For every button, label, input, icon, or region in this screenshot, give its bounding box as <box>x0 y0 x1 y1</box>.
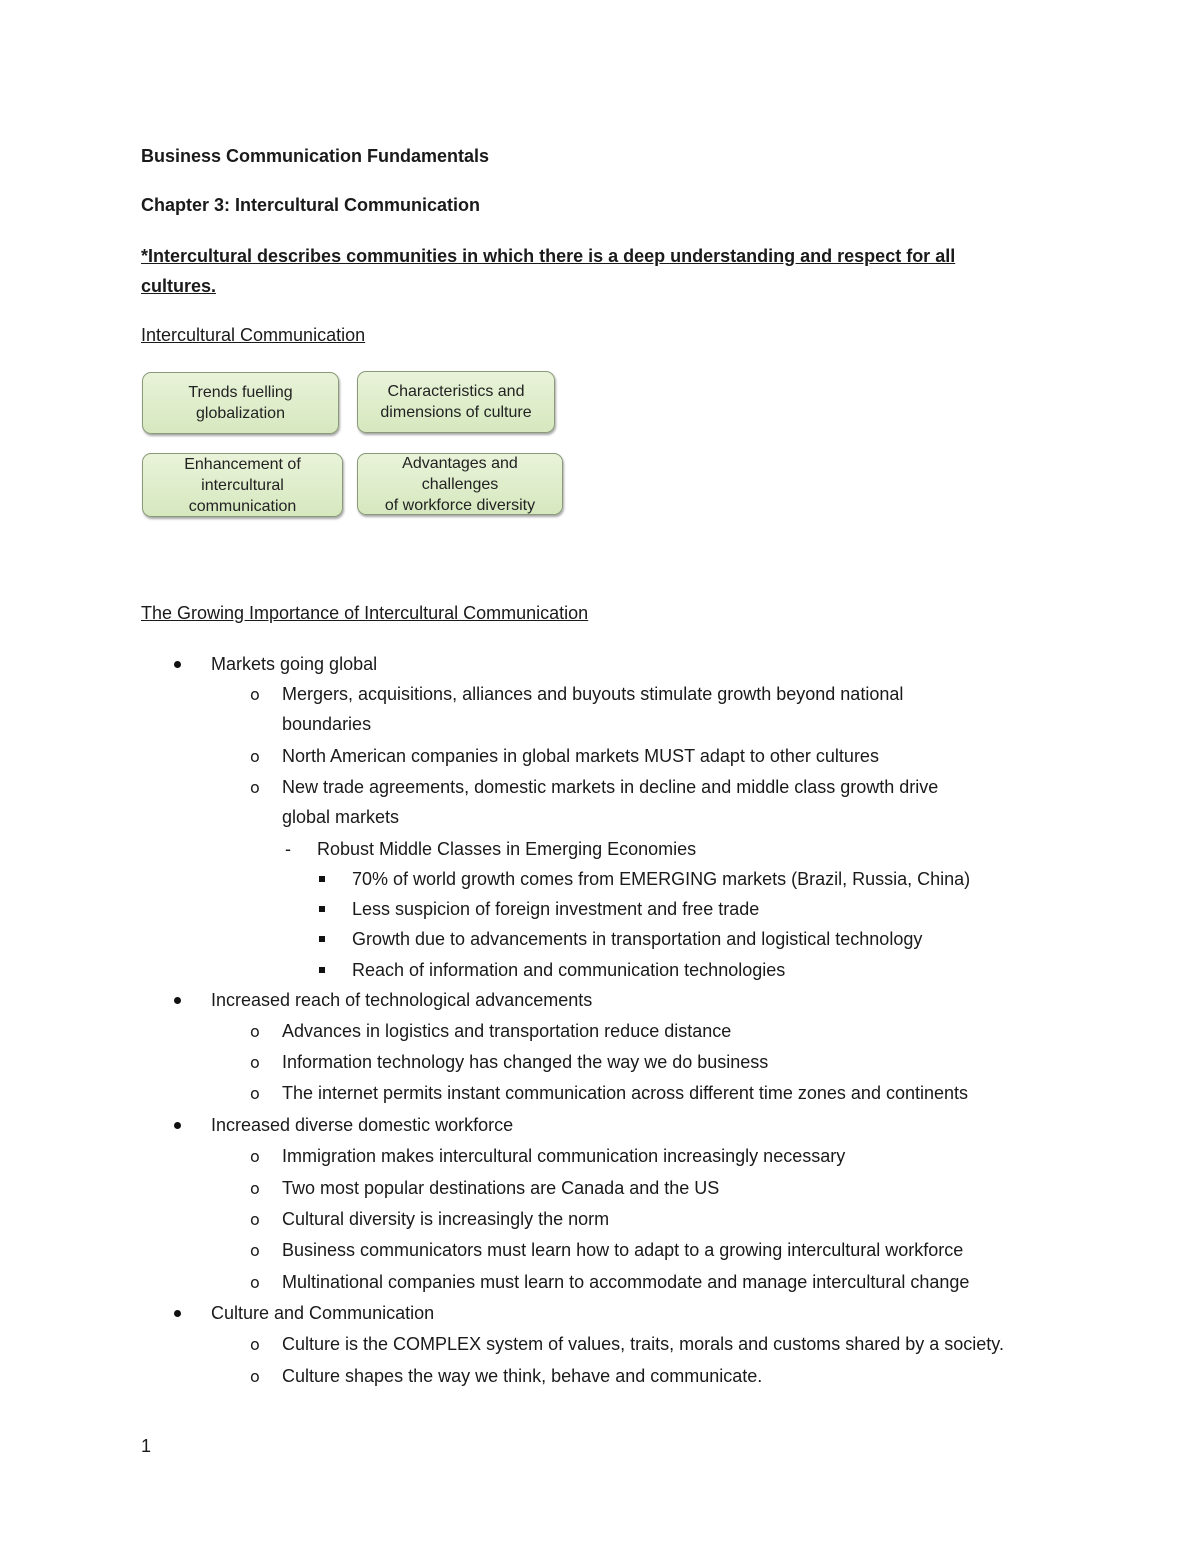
list-item: Culture shapes the way we think, behave and communicate. <box>282 1366 763 1386</box>
list-item: Two most popular destinations are Canada and the US <box>282 1178 720 1198</box>
bullet-circle: o <box>250 1273 260 1292</box>
diagram-box-text: Characteristics and <box>387 383 525 400</box>
list-item: Increased diverse domestic workforce <box>211 1115 514 1135</box>
list-item: Mergers, acquisitions, alliances and buyouts stimulate growth beyond national <box>282 684 904 704</box>
bullet-circle: o <box>250 1367 260 1386</box>
bullet-dash: - <box>285 839 291 859</box>
list-item: Markets going global <box>211 654 378 674</box>
diagram-box-trends <box>142 372 339 434</box>
diagram-box-text: intercultural <box>201 476 284 494</box>
list-item: The internet permits instant communication across different time zones and continents <box>282 1083 969 1103</box>
bullet-circle: o <box>250 1147 260 1166</box>
list-item: Increased reach of technological advancements <box>211 990 593 1010</box>
list-item: Cultural diversity is increasingly the norm <box>282 1209 610 1229</box>
bullet-dot <box>174 661 181 668</box>
definition-line-1: *Intercultural describes communities in which there is a deep understanding and respect for all <box>141 246 956 266</box>
bullet-dot <box>174 1310 181 1317</box>
diagram-box-text: communication <box>188 497 297 515</box>
list-item: Growth due to advancements in transportation and logistical technology <box>352 929 923 949</box>
list-item: Robust Middle Classes in Emerging Economies <box>317 839 697 859</box>
diagram-box-text: dimensions of culture <box>380 404 532 421</box>
document-title: Business Communication Fundamentals <box>141 146 490 166</box>
bullet-circle: o <box>250 1053 260 1072</box>
list-item: Culture and Communication <box>211 1303 435 1323</box>
diagram-box-enhancement <box>142 453 343 517</box>
list-item: global markets <box>282 807 400 827</box>
diagram-box-advantages <box>357 453 563 515</box>
bullet-circle: o <box>250 1084 260 1103</box>
bullet-square <box>319 906 325 912</box>
bullet-dot <box>174 1122 181 1129</box>
diagram-box-text: of workforce diversity <box>384 496 536 514</box>
list-item: New trade agreements, domestic markets in decline and middle class growth drive <box>282 777 939 797</box>
list-item: Immigration makes intercultural communication increasingly necessary <box>282 1146 846 1166</box>
bullet-square <box>319 967 325 973</box>
list-item: Business communicators must learn how to adapt to a growing intercultural workforce <box>282 1240 964 1260</box>
list-item: North American companies in global markets MUST adapt to other cultures <box>282 746 879 766</box>
list-item: Information technology has changed the way we do business <box>282 1052 769 1072</box>
bullet-circle: o <box>250 778 260 797</box>
list-item: Culture is the COMPLEX system of values, traits, morals and customs shared by a society. <box>282 1334 1004 1354</box>
diagram-box-text: globalization <box>196 405 285 422</box>
bullet-square <box>319 876 325 882</box>
bullet-circle: o <box>250 685 260 704</box>
list-item: Advances in logistics and transportation reduce distance <box>282 1021 732 1041</box>
page-number: 1 <box>141 1436 152 1456</box>
bullet-dot <box>174 997 181 1004</box>
bullet-circle: o <box>250 1241 260 1260</box>
list-item: Reach of information and communication technologies <box>352 960 786 980</box>
list-item: Less suspicion of foreign investment and free trade <box>352 899 760 919</box>
list-item: Multinational companies must learn to accommodate and manage intercultural change <box>282 1272 970 1292</box>
diagram-box-text: Enhancement of <box>184 455 301 473</box>
list-item: 70% of world growth comes from EMERGING markets (Brazil, Russia, China) <box>352 869 971 889</box>
bullet-circle: o <box>250 1022 260 1041</box>
diagram-box-text: Advantages and challenges <box>402 454 518 493</box>
definition-line-2: cultures. <box>141 276 217 296</box>
section-heading-intercultural: Intercultural Communication <box>141 325 366 345</box>
diagram-box-characteristics <box>357 371 555 433</box>
section-heading-growing-importance: The Growing Importance of Intercultural Communication <box>141 603 589 623</box>
bullet-circle: o <box>250 747 260 766</box>
bullet-square <box>319 936 325 942</box>
bullet-circle: o <box>250 1210 260 1229</box>
diagram-box-text: Trends fuelling <box>188 384 293 401</box>
chapter-heading: Chapter 3: Intercultural Communication <box>141 195 481 215</box>
list-item: boundaries <box>282 714 372 734</box>
bullet-circle: o <box>250 1335 260 1354</box>
bullet-circle: o <box>250 1179 260 1198</box>
